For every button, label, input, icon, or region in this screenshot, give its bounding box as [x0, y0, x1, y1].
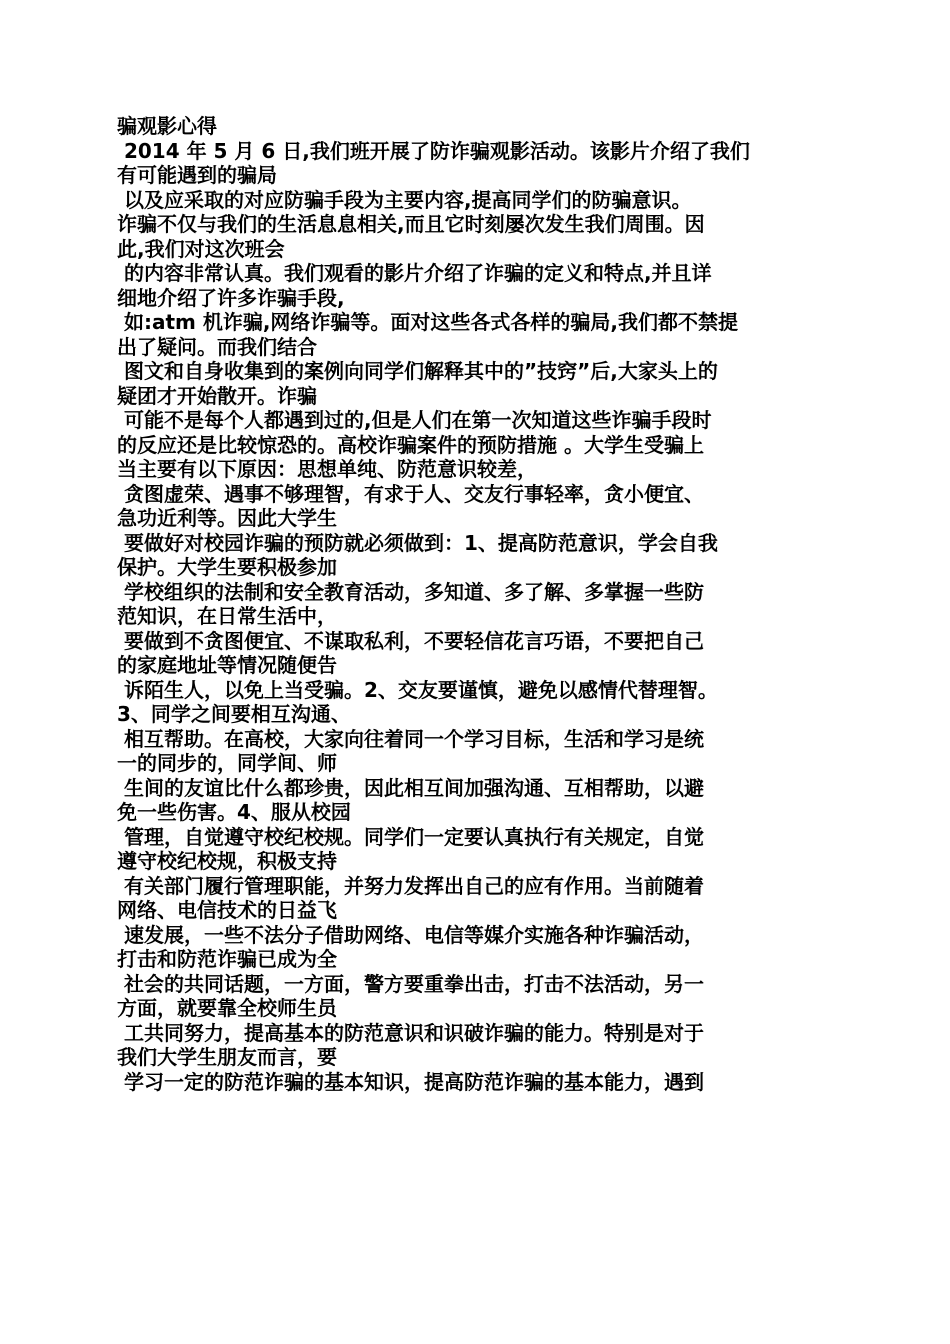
text-line: 以及应采取的对应防骗手段为主要内容,提高同学们的防骗意识。 [117, 187, 692, 212]
text-line: 细地介绍了许多诈骗手段, [117, 285, 345, 310]
text-line: 网络、电信技术的日益飞 [117, 898, 337, 922]
text-line: 3、同学之间要相互沟通、 [117, 702, 351, 726]
text-line: 范知识，在日常生活中， [117, 604, 337, 628]
text-line: 要做到不贪图便宜、不谋取私利，不要轻信花言巧语，不要把自己 [117, 628, 704, 653]
text-line: 我们大学生朋友而言，要 [117, 1045, 337, 1069]
text-line: 贪图虚荣、遇事不够理智，有求于人、交友行事轻率，贪小便宜、 [117, 481, 704, 506]
text-line: 速发展，一些不法分子借助网络、电信等媒介实施各种诈骗活动， [117, 922, 704, 947]
text-line: 当主要有以下原因：思想单纯、防范意识较差， [117, 457, 537, 481]
text-line: 诈骗不仅与我们的生活息息相关,而且它时刻屡次发生我们周围。因 [117, 212, 705, 236]
text-line: 遵守校纪校规，积极支持 [117, 849, 337, 873]
text-line: 免一些伤害。4、服从校园 [117, 800, 351, 824]
text-line: 的家庭地址等情况随便告 [117, 653, 337, 677]
text-line: 此,我们对这次班会 [117, 236, 285, 261]
text-line: 社会的共同话题，一方面，警方要重拳出击，打击不法活动，另一 [117, 971, 704, 996]
document-title: 骗观影心得 [117, 114, 217, 138]
text-line: 的反应还是比较惊恐的。高校诈骗案件的预防措施 。大学生受骗上 [117, 432, 704, 457]
text-line: 保护。大学生要积极参加 [117, 555, 337, 579]
text-line: 急功近利等。因此大学生 [117, 506, 337, 530]
text-line: 生间的友谊比什么都珍贵，因此相互间加强沟通、互相帮助，以避 [117, 775, 704, 800]
text-line: 出了疑问。而我们结合 [117, 334, 317, 359]
text-line: 的内容非常认真。我们观看的影片介绍了诈骗的定义和特点,并且详 [117, 261, 712, 285]
text-line: 学习一定的防范诈骗的基本知识，提高防范诈骗的基本能力，遇到 [117, 1069, 704, 1094]
text-line: 工共同努力，提高基本的防范意识和识破诈骗的能力。特别是对于 [117, 1020, 704, 1045]
text-line: 图文和自身收集到的案例向同学们解释其中的”技窍”后,大家头上的 [117, 359, 718, 383]
text-line: 一的同步的，同学间、师 [117, 751, 337, 775]
text-line: 诉陌生人，以免上当受骗。2、交友要谨慎，避免以感情代替理智。 [117, 677, 718, 702]
text-line: 可能不是每个人都遇到过的,但是人们在第一次知道这些诈骗手段时 [117, 408, 712, 432]
text-line: 有可能遇到的骗局 [117, 163, 277, 187]
text-line: 方面，就要靠全校师生员 [117, 996, 337, 1020]
document-body [117, 114, 841, 1094]
text-line: 管理，自觉遵守校纪校规。同学们一定要认真执行有关规定，自觉 [117, 824, 704, 849]
text-line: 如:atm 机诈骗,网络诈骗等。面对这些各式各样的骗局,我们都不禁提 [117, 310, 739, 334]
text-line: 有关部门履行管理职能，并努力发挥出自己的应有作用。当前随着 [117, 873, 704, 898]
text-line: 疑团才开始散开。诈骗 [117, 383, 317, 408]
text-line: 打击和防范诈骗已成为全 [117, 947, 337, 971]
text-line: 相互帮助。在高校，大家向往着同一个学习目标，生活和学习是统 [117, 726, 704, 751]
text-line: 2014 年 5 月 6 日,我们班开展了防诈骗观影活动。该影片介绍了我们 [117, 138, 750, 163]
text-line: 要做好对校园诈骗的预防就必须做到：1、提高防范意识，学会自我 [117, 530, 718, 555]
text-line: 学校组织的法制和安全教育活动，多知道、多了解、多掌握一些防 [117, 579, 704, 604]
